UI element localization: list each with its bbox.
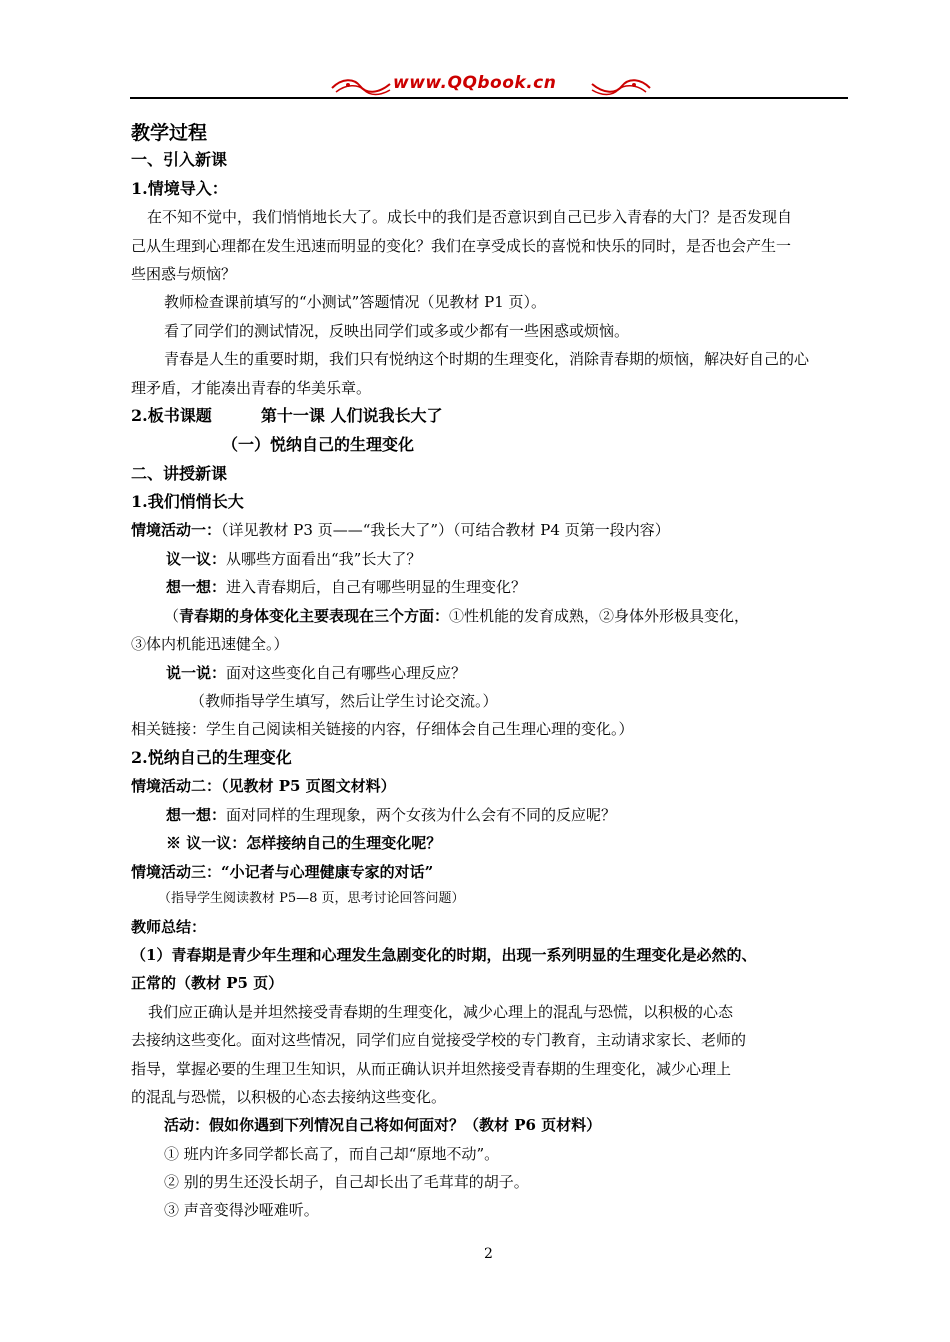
related-link: 相关链接：学生自己阅读相关链接的内容，仔细体会自己生理心理的变化。） bbox=[131, 720, 634, 738]
activity-three: 情境活动三：“小记者与心理健康专家的对话” bbox=[131, 863, 434, 881]
paragraph-line: 看了同学们的测试情况，反映出同学们或多或少都有一些困惑或烦恼。 bbox=[164, 322, 630, 340]
heading-new-lesson: 二、讲授新课 bbox=[131, 464, 228, 483]
list-item: ② 别的男生还没长胡子，自己却长出了毛茸茸的胡子。 bbox=[164, 1173, 529, 1191]
think-text-2: 面对同样的生理现象，两个女孩为什么会有不同的反应呢？ bbox=[226, 806, 617, 824]
subheading-situation: 1.情境导入： bbox=[131, 179, 228, 198]
board-label: 2.板书课题 bbox=[131, 406, 212, 425]
summary-point-2: 正常的（教材 P5 页） bbox=[131, 974, 284, 992]
activity-two: 情境活动二：（见教材 P5 页图文材料） bbox=[131, 777, 396, 795]
left-ornament-icon bbox=[330, 76, 392, 98]
paragraph-line: 的混乱与恐慌，以积极的心态去接纳这些变化。 bbox=[131, 1088, 447, 1106]
summary-point: （1）青春期是青少年生理和心理发生急剧变化的时期，出现一系列明显的生理变化是必然的、 bbox=[131, 946, 757, 964]
say-line bbox=[166, 663, 466, 683]
think-label-2: 想一想： bbox=[166, 806, 227, 824]
activity-one-text: （详见教材 P3 页——“我长大了”）（可结合教材 P4 页第一段内容） bbox=[221, 521, 670, 539]
activity-one-label: 情境活动一： bbox=[131, 521, 222, 539]
paragraph-line: 理矛盾，才能凑出青春的华美乐章。 bbox=[131, 379, 372, 397]
list-item: ① 班内许多同学都长高了，而自己却“原地不动”。 bbox=[164, 1145, 500, 1163]
heading-intro: 一、引入新课 bbox=[131, 150, 228, 169]
list-item: ③ 声音变得沙哑难听。 bbox=[164, 1201, 319, 1219]
say-label: 说一说： bbox=[166, 664, 227, 682]
paragraph-line: 我们应正确认是并坦然接受青春期的生理变化，减少心理上的混乱与恐慌，以积极的心态 bbox=[148, 1003, 734, 1021]
discuss-line-2: ※ 议一议：怎样接纳自己的生理变化呢？ bbox=[166, 834, 442, 852]
think-text: 进入青春期后，自己有哪些明显的生理变化？ bbox=[226, 578, 527, 596]
paragraph-line: 些困惑与烦恼？ bbox=[131, 265, 237, 283]
reading-guide: （指导学生阅读教材 P5—8 页，思考讨论回答问题） bbox=[158, 891, 465, 906]
section-title: 教学过程 bbox=[131, 122, 208, 144]
discuss-line bbox=[166, 549, 421, 569]
changes-rest: ①性机能的发育成熟，②身体外形极具变化， bbox=[449, 607, 750, 625]
page-number: 2 bbox=[484, 1246, 493, 1262]
discuss-text: 从哪些方面看出“我”长大了？ bbox=[226, 550, 422, 568]
changes-open: （ bbox=[164, 607, 180, 625]
activity-one bbox=[131, 520, 670, 540]
think-line-2 bbox=[166, 805, 616, 825]
think-label: 想一想： bbox=[166, 578, 227, 596]
changes-line-2: ③体内机能迅速健全。） bbox=[131, 635, 289, 653]
paragraph-line: 青春是人生的重要时期，我们只有悦纳这个时期的生理变化，消除青春期的烦恼，解决好自己的心 bbox=[164, 350, 810, 368]
paragraph-line: 教师检查课前填写的“小测试”答题情况（见教材 P1 页）。 bbox=[164, 293, 547, 311]
teacher-guide: （教师指导学生填写，然后让学生讨论交流。） bbox=[190, 692, 498, 710]
think-line bbox=[166, 577, 526, 597]
activity-prompt: 活动：假如你遇到下列情况自己将如何面对？（教材 P6 页材料） bbox=[164, 1116, 602, 1134]
paragraph-line: 己从生理到心理都在发生迅速而明显的变化？我们在享受成长的喜悦和快乐的同时，是否也会产生一 bbox=[131, 237, 792, 255]
paragraph-line: 在不知不觉中，我们悄悄地长大了。成长中的我们是否意识到自己已步入青春的大门？是否发现自 bbox=[147, 208, 793, 226]
subheading-accept: 2.悦纳自己的生理变化 bbox=[131, 748, 292, 767]
changes-bold: 青春期的身体变化主要表现在三个方面： bbox=[179, 607, 450, 625]
say-text: 面对这些变化自己有哪些心理反应？ bbox=[226, 664, 467, 682]
lesson-title: 第十一课 人们说我长大了 bbox=[260, 406, 443, 425]
subheading-growing: 1.我们悄悄长大 bbox=[131, 492, 244, 511]
paragraph-line: 指导，掌握必要的生理卫生知识，从而正确认识并坦然接受青春期的生理变化，减少心理上 bbox=[131, 1060, 732, 1078]
lesson-subtitle: （一）悦纳自己的生理变化 bbox=[222, 435, 415, 454]
right-ornament-icon bbox=[590, 76, 652, 98]
subheading-board bbox=[131, 406, 442, 426]
teacher-summary: 教师总结： bbox=[131, 918, 207, 936]
site-logo: www.QQbook.cn bbox=[393, 73, 557, 93]
header-divider bbox=[130, 97, 848, 99]
discuss-label: 议一议： bbox=[166, 550, 227, 568]
paragraph-line: 去接纳这些变化。面对这些情况，同学们应自觉接受学校的专门教育，主动请求家长、老师的 bbox=[131, 1031, 747, 1049]
changes-line bbox=[164, 606, 749, 626]
